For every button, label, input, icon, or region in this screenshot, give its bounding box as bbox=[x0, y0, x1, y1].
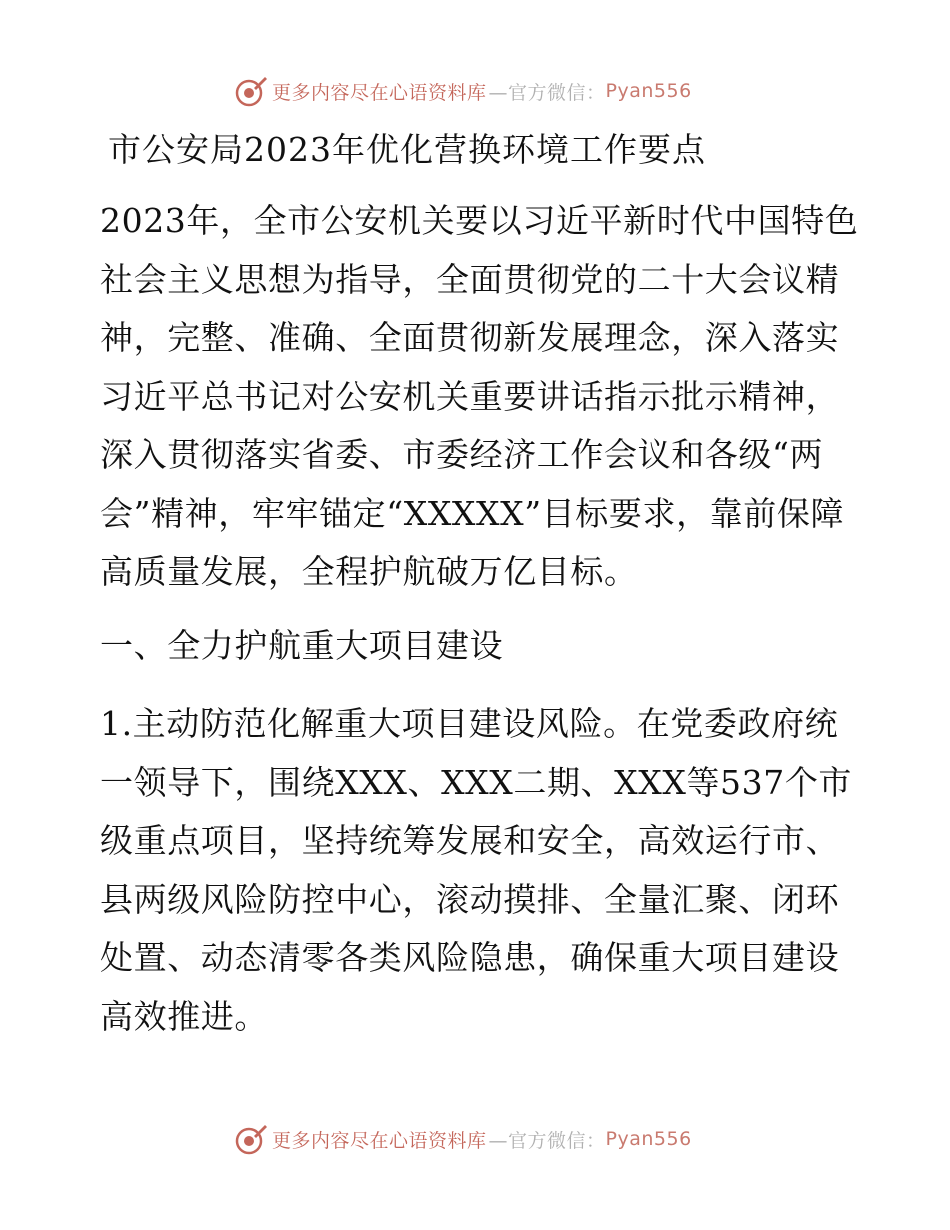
pen-logo-icon bbox=[234, 1122, 268, 1156]
watermark-text: 更多内容尽在心语资料库 bbox=[272, 81, 487, 104]
watermark-wechat-id: Pyan556 bbox=[605, 80, 692, 102]
document-title: 市公安局2023年优化营换环境工作要点 bbox=[108, 130, 706, 169]
section-heading: 一、全力护航重大项目建设 bbox=[100, 626, 504, 665]
watermark-header bbox=[234, 74, 692, 108]
watermark-separator: —官方微信： bbox=[488, 81, 606, 104]
watermark-wechat-id: Pyan556 bbox=[605, 1128, 692, 1150]
pen-logo-icon bbox=[234, 74, 268, 108]
watermark-footer bbox=[234, 1122, 692, 1156]
intro-paragraph: 2023年，全市公安机关要以习近平新时代中国特色社会主义思想为指导，全面贯彻党的二十大会议精神，完整、准确、全面贯彻新发展理念，深入落实习近平总书记对公安机关重要讲话指示批示精神，深入贯彻落实省委、市委经济工作会议和各级“两会”精神，牢牢锚定“XXXXX”目标要求，靠前保障高质量发展，全程护航破万亿目标。 bbox=[100, 201, 859, 591]
watermark-text: 更多内容尽在心语资料库 bbox=[272, 1129, 487, 1152]
item-paragraph: 1.主动防范化解重大项目建设风险。在党委政府统一领导下，围绕XXX、XXX二期、XXX等537个市级重点项目，坚持统筹发展和安全，高效运行市、县两级风险防控中心，滚动摸排、全量汇聚、闭环处置、动态清零各类风险隐患，确保重大项目建设高效推进。 bbox=[100, 704, 853, 1036]
watermark-separator: —官方微信： bbox=[488, 1129, 606, 1152]
